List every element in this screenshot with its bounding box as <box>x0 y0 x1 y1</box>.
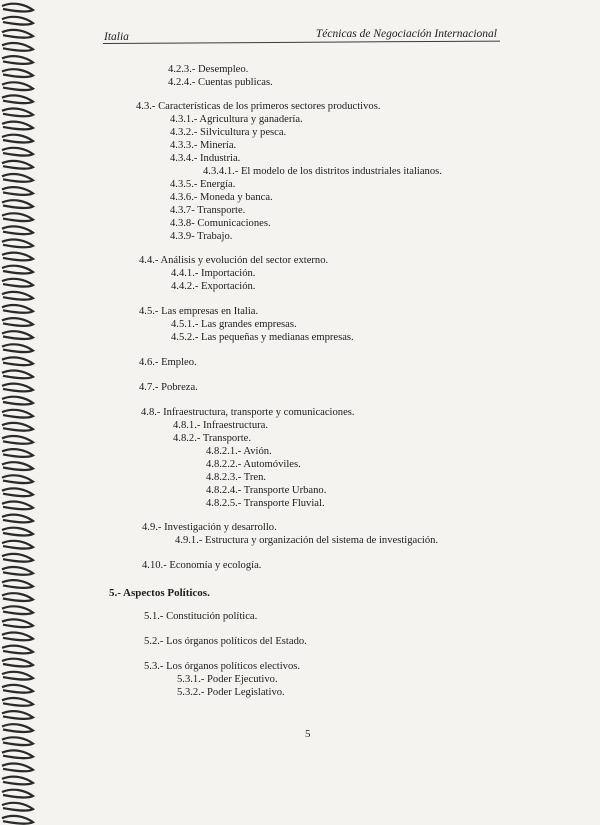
toc-entry-4-5: 4.5.- Las empresas en Italia. <box>139 306 259 317</box>
toc-entry-4-8-2-4: 4.8.2.4.- Transporte Urbano. <box>206 485 327 496</box>
toc-entry-4-3-1: 4.3.1.- Agricultura y ganadería. <box>170 114 303 125</box>
toc-entry-5-1: 5.1.- Constitución política. <box>144 611 258 622</box>
toc-entry-4-8: 4.8.- Infraestructura, transporte y comunicaciones. <box>141 407 355 418</box>
toc-entry-4-4: 4.4.- Análisis y evolución del sector externo. <box>139 255 329 266</box>
toc-entry-4-3-8: 4.3.8- Comunicaciones. <box>170 218 271 229</box>
toc-entry-4-3-5: 4.3.5.- Energía. <box>170 179 236 190</box>
toc-entry-4-3-6: 4.3.6.- Moneda y banca. <box>170 192 273 203</box>
toc-entry-4-7: 4.7.- Pobreza. <box>139 382 198 393</box>
toc-entry-4-3-4-1: 4.3.4.1.- El modelo de los distritos industriales italianos. <box>203 166 442 177</box>
toc-entry-4-3-2: 4.3.2.- Silvicultura y pesca. <box>170 127 287 138</box>
toc-entry-4-6: 4.6.- Empleo. <box>139 357 197 368</box>
toc-entry-4-3-3: 4.3.3.- Minería. <box>170 140 237 151</box>
toc-entry-4-3-4: 4.3.4.- Industria. <box>170 153 241 164</box>
toc-entry-4-3: 4.3.- Características de los primeros sectores productivos. <box>136 101 381 112</box>
toc-entry-4-3-9: 4.3.9- Trabajo. <box>170 231 233 242</box>
toc-entry-4-9: 4.9.- Investigación y desarrollo. <box>142 522 277 533</box>
toc-entry-4-4-2: 4.4.2.- Exportación. <box>171 281 256 292</box>
header-title: Técnicas de Negociación Internacional <box>315 28 497 40</box>
toc-entry-5-3-1: 5.3.1.- Poder Ejecutivo. <box>177 674 278 685</box>
toc-entry-4-2-3: 4.2.3.- Desempleo. <box>168 64 249 75</box>
toc-entry-4-10: 4.10.- Economía y ecología. <box>142 560 262 571</box>
toc-entry-4-5-2: 4.5.2.- Las pequeñas y medianas empresas. <box>171 332 354 343</box>
toc-section-5: 5.- Aspectos Políticos. <box>109 587 210 599</box>
toc-entry-4-4-1: 4.4.1.- Importación. <box>171 268 256 279</box>
toc-entry-4-8-1: 4.8.1.- Infraestructura. <box>173 420 269 431</box>
toc-entry-4-2-4: 4.2.4.- Cuentas publicas. <box>168 77 273 88</box>
header-country: Italia <box>104 31 129 43</box>
toc-entry-5-2: 5.2.- Los órganos políticos del Estado. <box>144 636 307 647</box>
page-number: 5 <box>305 728 311 740</box>
toc-entry-4-8-2-5: 4.8.2.5.- Transporte Fluvial. <box>206 498 325 509</box>
toc-entry-5-3-2: 5.3.2.- Poder Legislativo. <box>177 687 285 698</box>
toc-entry-4-3-7: 4.3.7- Transporte. <box>170 205 246 216</box>
toc-entry-4-5-1: 4.5.1.- Las grandes empresas. <box>171 319 297 330</box>
toc-entry-4-9-1: 4.9.1.- Estructura y organización del sistema de investigación. <box>175 535 439 546</box>
toc-entry-4-8-2-3: 4.8.2.3.- Tren. <box>206 472 267 483</box>
toc-entry-5-3: 5.3.- Los órganos políticos electivos. <box>144 661 301 672</box>
toc-entry-4-8-2-2: 4.8.2.2.- Automóviles. <box>206 459 301 470</box>
toc-entry-4-8-2: 4.8.2.- Transporte. <box>173 433 251 444</box>
toc-entry-4-8-2-1: 4.8.2.1.- Avión. <box>206 446 272 457</box>
